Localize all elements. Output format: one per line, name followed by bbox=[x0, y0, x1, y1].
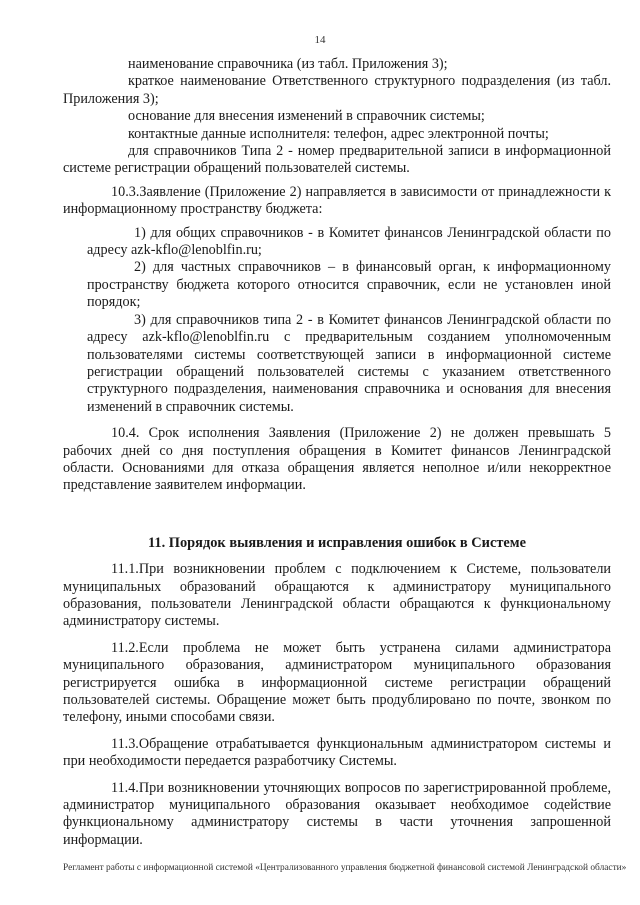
page-number: 14 bbox=[314, 34, 326, 46]
list-item: краткое наименование Ответственного структурного подразделения (из табл. Приложения 3); bbox=[63, 73, 611, 107]
paragraph-11-1: 11.1.При возникновении проблем с подключением к Системе, пользователи муниципальных образований обращаются к администратору муниципального образования, пользователи Ленинградской области обращаются к функциональному администратору системы. bbox=[63, 561, 611, 630]
section-title: 11. Порядок выявления и исправления ошибок в Системе bbox=[147, 534, 526, 551]
paragraph-11-3: 11.3.Обращение отрабатывается функциональным администратором системы и при необходимости передается разработчику Системы. bbox=[63, 735, 611, 770]
list-item: 2) для частных справочников – в финансовый орган, к информационному пространству бюджета которого относится справочник, если не установлен иной порядок; bbox=[87, 259, 611, 311]
page-footer: Регламент работы с информационной системой «Централизованного управления бюджетной финансовой системой Ленинградской области» bbox=[63, 863, 627, 873]
list-item: контактные данные исполнителя: телефон, адрес электронной почты; bbox=[128, 125, 549, 142]
document-body bbox=[63, 56, 611, 849]
list-item: 1) для общих справочников - в Комитет финансов Ленинградской области по адресу azk-kflo@lenoblfin.ru; bbox=[87, 224, 611, 259]
paragraph-10-4: 10.4. Срок исполнения Заявления (Приложение 2) не должен превышать 5 рабочих дней со дня поступления обращения в Комитет финансов Ленинградской области. Основаниями для отказа обращения является неполное и/или некорректное представление заявителем информации. bbox=[63, 425, 611, 494]
paragraph-10-3: 10.3.Заявление (Приложение 2) направляется в зависимости от принадлежности к информационному пространству бюджета: bbox=[63, 183, 611, 218]
list-item: 3) для справочников типа 2 - в Комитет финансов Ленинградской области по адресу azk-kflo@lenoblfin.ru с предварительным созданием уполномоченным пользователями системы соответствующей записи в информационной системе регистрации обращений пользователей системы с указанием ответственного структурного подразделения, наименования справочника и основания для внесения изменений в справочник системы. bbox=[87, 311, 611, 415]
paragraph-11-2: 11.2.Если проблема не может быть устранена силами администратора муниципального образования, администратором муниципального образования регистрируется ошибка в информационной системе регистрации обращений пользователей системы. Обращение может быть продублировано по почте, звонком по телефону, иными способами связи. bbox=[63, 639, 611, 726]
list-item: для справочников Типа 2 - номер предварительной записи в информационной системе регистрации обращений пользователей системы. bbox=[63, 143, 611, 177]
paragraph-11-4: 11.4.При возникновении уточняющих вопросов по зарегистрированной проблеме, администратор муниципального образования оказывает необходимое содействие функциональному администратору системы в части уточнения запрошенной информации. bbox=[63, 779, 611, 848]
list-item: основание для внесения изменений в справочник системы; bbox=[128, 108, 485, 125]
list-item: наименование справочника (из табл. Приложения 3); bbox=[128, 56, 448, 72]
